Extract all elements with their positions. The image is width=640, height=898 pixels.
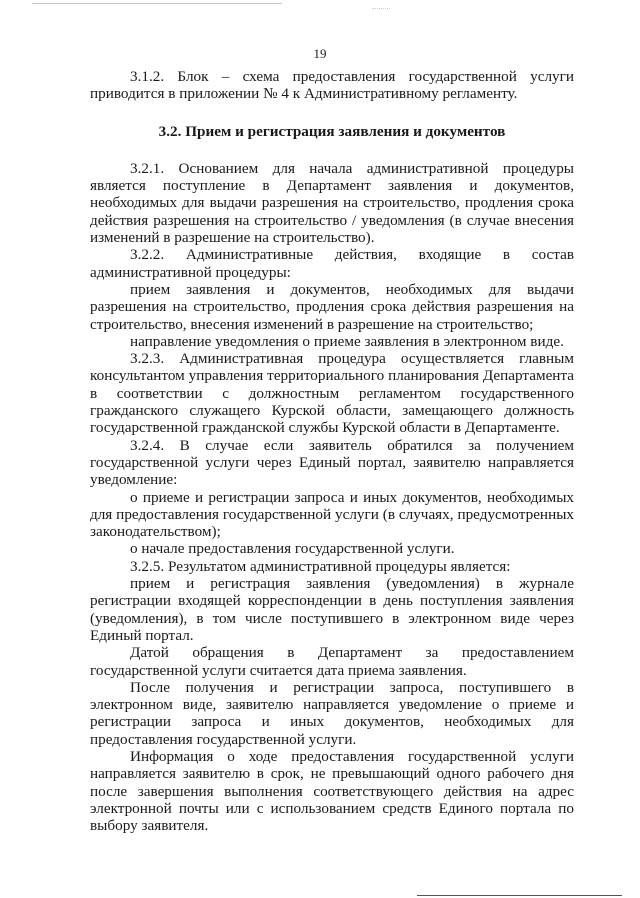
paragraph-3-2-3: 3.2.3. Административная процедура осуществляется главным консультантом управления территориального планирования Департамента в соответствии с должностным регламентом государственного гражданского служащего Курской области, замещающего должность государственной гражданской службы Курской области в Департаменте. [90, 350, 574, 437]
paragraph-electronic-notice: После получения и регистрации запроса, поступившего в электронном виде, заявителю направляется уведомление о приеме и регистрации запроса и иных документов, необходимых для предоставления государственной услуги. [90, 678, 574, 748]
paragraph-3-1-2: 3.1.2. Блок – схема предоставления государственной услуги приводится в приложении № 4 к Административному регламенту. [90, 68, 574, 103]
paragraph-registration-notice: о приеме и регистрации запроса и иных документов, необходимых для предоставления государственной услуги (в случаях, предусмотренных законодательством); [90, 488, 574, 541]
paragraph-start-notice: о начале предоставления государственной услуги. [130, 540, 455, 558]
section-heading-3-2: 3.2. Прием и регистрация заявления и документов [158, 122, 506, 140]
paragraph-progress-info: Информация о ходе предоставления государственной услуги направляется заявителю в срок, не превышающий одного рабочего дня после завершения выполнения соответствующего действия на адрес электронной почты или с использованием средств Единого портала по выбору заявителя. [90, 747, 574, 835]
paragraph-registration-result: прием и регистрация заявления (уведомления) в журнале регистрации входящей корреспонденции в день поступления заявления (уведомления), в том числе поступившего в электронном виде через Единый портал. [90, 575, 574, 644]
page-number: 19 [313, 46, 327, 61]
paragraph-application-date: Датой обращения в Департамент за предоставлением государственной услуги считается дата приема заявления. [90, 644, 574, 679]
paragraph-notification-item: направление уведомления о приеме заявления в электронном виде. [130, 332, 564, 350]
scan-artifact-mark [372, 8, 390, 15]
paragraph-3-2-4: 3.2.4. В случае если заявитель обратился за получением государственной услуги через Единый портал, заявителю направляется уведомление: [90, 436, 574, 489]
scan-artifact-bottom-line [417, 895, 622, 896]
paragraph-3-2-2: 3.2.2. Административные действия, входящие в состав административной процедуры: [90, 246, 574, 281]
document-body [90, 68, 574, 834]
paragraph-3-2-5: 3.2.5. Результатом административной процедуры является: [130, 557, 511, 575]
paragraph-3-2-1: 3.2.1. Основанием для начала административной процедуры является поступление в Департамент заявления и документов, необходимых для выдачи разрешения на строительство, продления срока действия разрешения на строительство / уведомления (в случае внесения изменений в разрешение на строительство). [90, 159, 574, 247]
scan-artifact-line [32, 3, 282, 4]
paragraph-reception-item: прием заявления и документов, необходимых для выдачи разрешения на строительство, продления срока действия разрешения на строительство, внесения изменений в разрешение на строительство; [90, 280, 574, 333]
